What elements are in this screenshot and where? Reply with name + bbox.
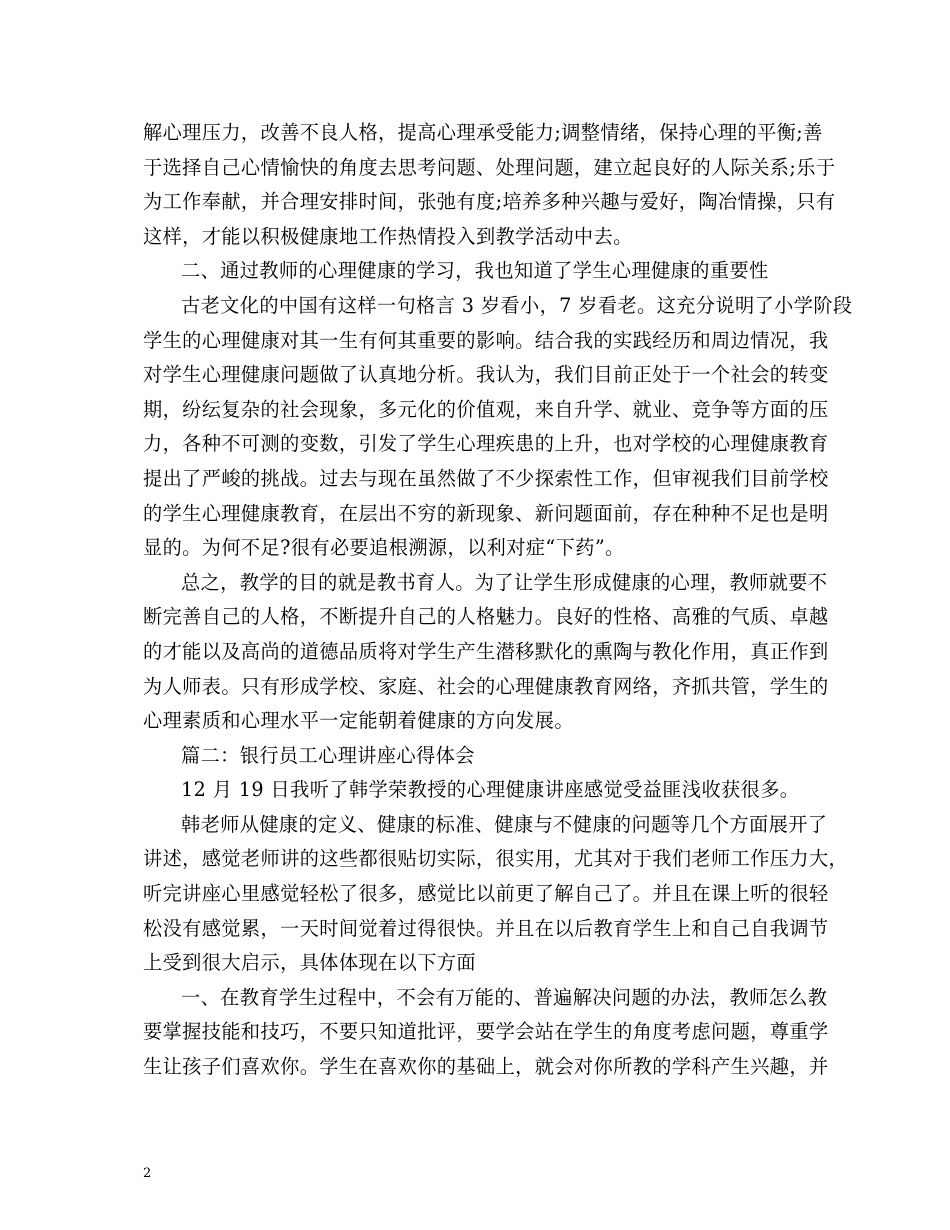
document-body [143,116,853,1085]
text-line: 解心理压力，改善不良人格，提高心理承受能力;调整情绪，保持心理的平衡;善 [143,121,823,144]
section-heading: 二、通过教师的心理健康的学习，我也知道了学生心理健康的重要性 [181,259,769,283]
text-line: 心理素质和心理水平一定能朝着健康的方向发展。 [143,709,574,733]
page-number: 2 [143,1166,152,1181]
text-line: 上受到很大启示，具体体现在以下方面 [143,951,476,975]
text-line: 断完善自己的人格，不断提升自己的人格魅力。良好的性格、高雅的气质、卓越 [143,605,829,629]
text-line: 总之，教学的目的就是教书育人。为了让学生形成健康的心理，教师就要不 [181,570,828,594]
text-line: 对学生心理健康问题做了认真地分析。我认为，我们目前正处于一个社会的转变 [143,363,829,387]
text-line: 12 月 19 日我听了韩学荣教授的心理健康讲座感觉受益匪浅收获很多。 [181,778,800,802]
text-line: 这样，才能以积极健康地工作热情投入到教学活动中去。 [143,224,633,248]
text-line: 要掌握技能和技巧，不要只知道批评，要学会站在学生的角度考虑问题，尊重学 [143,1020,829,1044]
text-line: 为工作奉献，并合理安排时间，张弛有度;培养多种兴趣与爱好，陶冶情操，只有 [143,190,836,214]
text-line: 为人师表。只有形成学校、家庭、社会的心理健康教育网络，齐抓共管，学生的 [143,674,829,698]
text-line: 听完讲座心里感觉轻松了很多，感觉比以前更了解自己了。并且在课上听的很轻 [143,882,829,906]
section-title: 篇二：银行员工心理讲座心得体会 [181,743,475,767]
text-line: 学生的心理健康对其一生有何其重要的影响。结合我的实践经历和周边情况，我 [143,328,829,352]
text-line: 古老文化的中国有这样一句格言 3 岁看小，7 岁看老。这充分说明了小学阶段 [181,293,853,317]
text-line: 一、在教育学生过程中，不会有万能的、普遍解决问题的办法，教师怎么教 [181,985,828,1009]
text-line: 松没有感觉累，一天时间觉着过得很快。并且在以后教育学生上和自己自我调节 [143,916,829,940]
text-line: 显的。为何不足?很有必要追根溯源，以利对症“下药”。 [143,536,625,560]
text-line: 生让孩子们喜欢你。学生在喜欢你的基础上，就会对你所教的学科产生兴趣，并 [143,1055,829,1079]
text-line: 力，各种不可测的变数，引发了学生心理疾患的上升，也对学校的心理健康教育 [143,432,829,456]
text-line: 提出了严峻的挑战。过去与现在虽然做了不少探索性工作，但审视我们目前学校 [143,466,829,490]
text-line: 韩老师从健康的定义、健康的标准、健康与不健康的问题等几个方面展开了 [181,812,828,836]
text-line: 期，纷纭复杂的社会现象，多元化的价值观，来自升学、就业、竞争等方面的压 [143,397,829,421]
text-line: 讲述，感觉老师讲的这些都很贴切实际，很实用，尤其对于我们老师工作压力大， [143,847,849,871]
text-line: 于选择自己心情愉快的角度去思考问题、处理问题，建立起良好的人际关系;乐于 [143,155,836,179]
text-line: 的才能以及高尚的道德品质将对学生产生潜移默化的熏陶与教化作用，真正作到 [143,639,829,663]
text-line: 的学生心理健康教育，在层出不穷的新现象、新问题面前，存在种种不足也是明 [143,501,829,525]
